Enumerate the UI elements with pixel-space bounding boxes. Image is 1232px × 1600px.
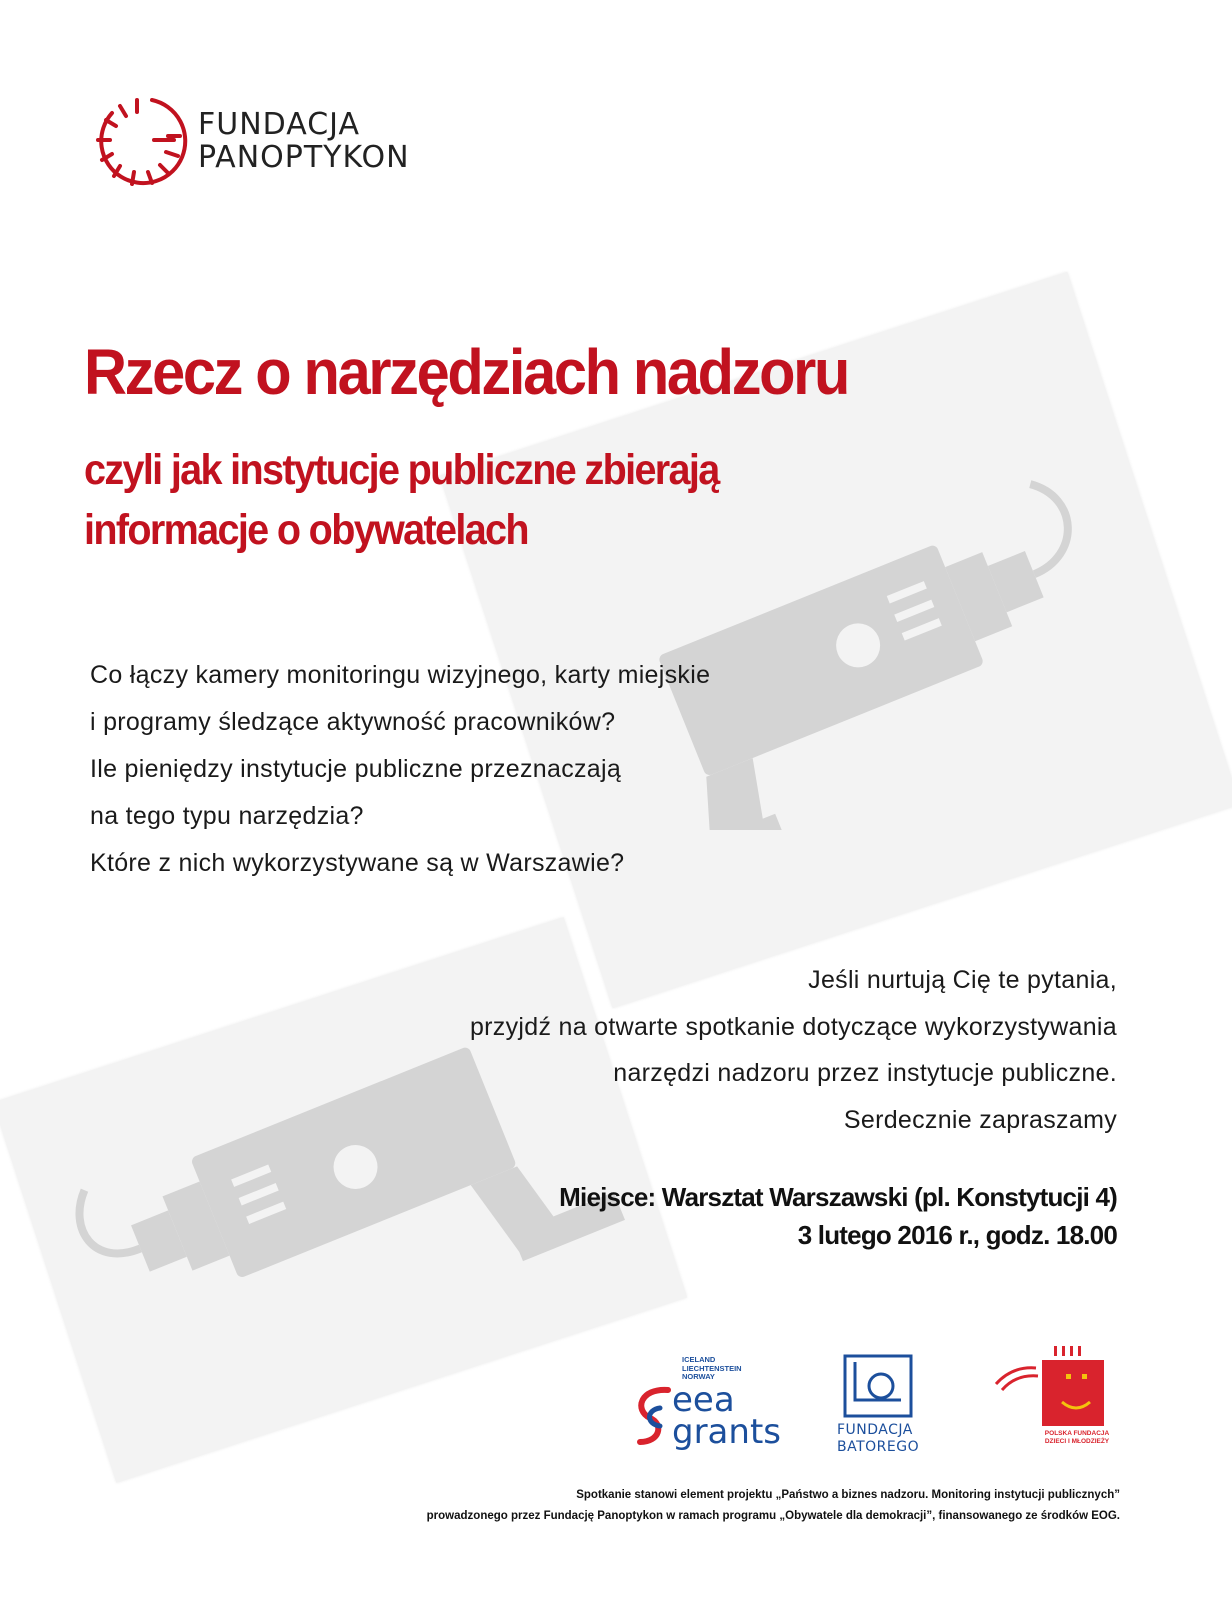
pfdim-emblem-icon [992, 1344, 1112, 1434]
questions-block [90, 652, 710, 887]
grants-word: grants [672, 1412, 781, 1452]
fundacja-batorego-logo [837, 1354, 947, 1464]
panoptykon-logo [90, 88, 430, 198]
logo-line-2: PANOPTYKON [198, 140, 410, 175]
sponsor-logos [612, 1324, 1172, 1484]
subtitle-line-2: informacje o obywatelach [84, 506, 528, 554]
question-line: Co łączy kamery monitoringu wizyjnego, karty miejskie [90, 661, 711, 689]
page-subtitle [84, 440, 719, 560]
logo-line-1: FUNDACJA [198, 107, 361, 142]
footer-note [427, 1485, 1120, 1527]
panopticon-circle-icon [90, 88, 190, 198]
question-line: na tego typu narzędzia? [90, 802, 364, 830]
logo-wordmark [198, 108, 410, 174]
pfdim-line-2: DZIECI I MŁODZIEŻY [1044, 1438, 1110, 1445]
eea-swirl-icon [630, 1380, 672, 1450]
page-title: Rzecz o narzędziach nadzoru [84, 336, 849, 408]
pfdim-logo [992, 1344, 1132, 1464]
subtitle-line-1: czyli jak instytucje publiczne zbierają [84, 446, 719, 494]
eea-country-3: NORWAY [682, 1372, 715, 1381]
invite-line: Jeśli nurtują Cię te pytania, [808, 966, 1117, 994]
invite-line: przyjdź na otwarte spotkanie dotyczące wykorzystywania [469, 1012, 1117, 1041]
eea-grants-logo [630, 1350, 780, 1460]
footer-line-1: Spotkanie stanowi element projektu „Państwo a biznes nadzoru. Monitoring instytucji publicznych” [576, 1489, 1120, 1501]
batory-line-2: BATOREGO [837, 1439, 920, 1455]
invite-line: narzędzi nadzoru przez instytucje publiczne. [613, 1059, 1117, 1087]
batory-line-1: FUNDACJA [837, 1422, 913, 1438]
question-line: Które z nich wykorzystywane są w Warszawie? [90, 849, 625, 877]
event-place: Miejsce: Warsztat Warszawski (pl. Konstytucji 4) [559, 1182, 1117, 1212]
eea-country-1: ICELAND [682, 1355, 716, 1364]
batory-emblem-icon [843, 1354, 913, 1418]
invite-line: Serdecznie zapraszamy [843, 1105, 1117, 1134]
eea-country-2: LIECHTENSTEIN [682, 1363, 742, 1373]
question-line: i programy śledzące aktywność pracowników? [90, 708, 616, 736]
pfdim-line-1: POLSKA FUNDACJA [1044, 1430, 1110, 1437]
event-details [559, 1178, 1117, 1254]
question-line: Ile pieniędzy instytucje publiczne przeznaczają [90, 755, 622, 783]
eea-word: eea [672, 1380, 735, 1420]
invitation-block [470, 957, 1117, 1143]
event-date: 3 lutego 2016 r., godz. 18.00 [797, 1220, 1117, 1250]
footer-line-2: prowadzonego przez Fundację Panoptykon w ramach programu „Obywatele dla demokracji”, finansowanego ze środków EOG. [426, 1510, 1120, 1522]
